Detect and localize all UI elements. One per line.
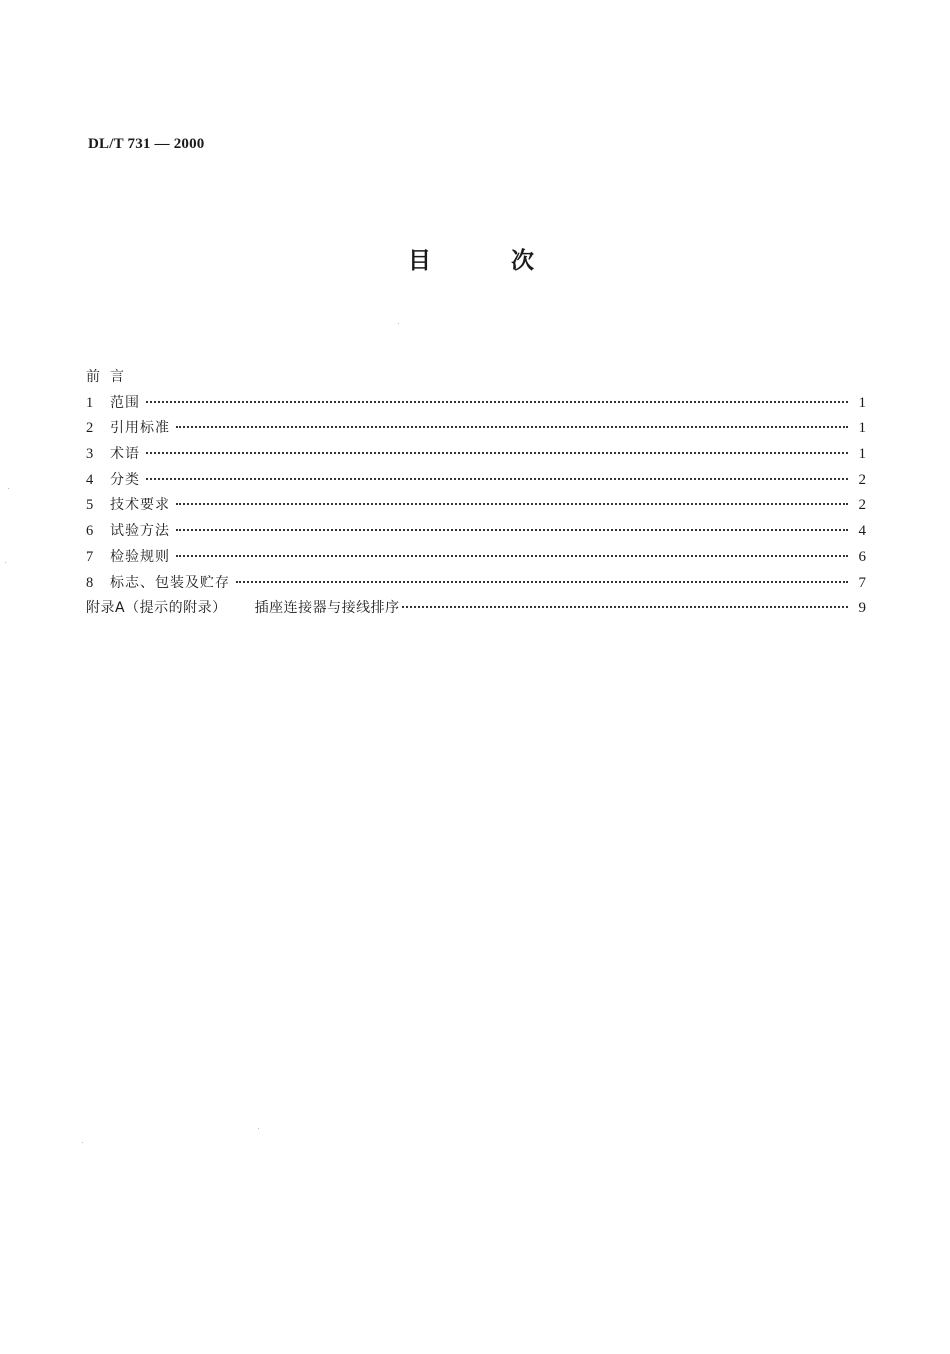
toc-entry-page: 9 <box>858 600 866 617</box>
toc-entry-number: 8 <box>86 574 94 591</box>
scan-speck <box>8 488 9 489</box>
toc-entry-page: 4 <box>858 523 866 540</box>
toc-entry-label: 标志、包装及贮存 <box>110 574 230 591</box>
table-of-contents <box>86 366 866 623</box>
toc-entry-number: 5 <box>86 497 94 514</box>
toc-entry[interactable] <box>86 572 866 598</box>
appendix-label: 附录A（提示的附录） <box>86 600 227 617</box>
toc-entry-number: 1 <box>86 394 94 411</box>
toc-entry-page: 2 <box>858 497 866 514</box>
toc-entry-label: 试验方法 <box>110 523 170 540</box>
toc-entry[interactable] <box>86 494 866 520</box>
toc-entry-label: 技术要求 <box>110 497 170 514</box>
toc-entry-number: 2 <box>86 420 94 437</box>
dot-leader <box>236 581 848 583</box>
toc-entry-label: 前言 <box>86 369 134 385</box>
toc-entry-label: 引用标准 <box>110 420 170 437</box>
toc-entry-number: 6 <box>86 523 94 540</box>
dot-leader <box>402 606 848 608</box>
appendix-title: 插座连接器与接线排序 <box>254 600 400 617</box>
toc-entry-page: 2 <box>858 471 866 488</box>
toc-entry-label: 术语 <box>110 446 140 463</box>
toc-entry[interactable] <box>86 520 866 546</box>
toc-title-char-2: 次 <box>511 248 534 274</box>
dot-leader <box>176 555 848 557</box>
toc-entry-number: 7 <box>86 548 94 565</box>
scan-speck <box>5 562 6 563</box>
toc-entry-number: 3 <box>86 446 94 463</box>
dot-leader <box>146 401 848 403</box>
dot-leader <box>146 478 848 480</box>
toc-entry-label: 分类 <box>110 471 140 488</box>
dot-leader <box>176 426 848 428</box>
toc-entry-page: 7 <box>858 574 866 591</box>
dot-leader <box>176 529 848 531</box>
toc-entry-label: 范围 <box>110 394 140 411</box>
toc-entry-page: 1 <box>858 394 866 411</box>
scan-speck <box>258 1128 259 1129</box>
toc-entry[interactable] <box>86 443 866 469</box>
toc-entry[interactable] <box>86 392 866 418</box>
toc-entry[interactable] <box>86 469 866 495</box>
toc-entry-page: 6 <box>858 548 866 565</box>
document-code: DL/T 731 — 2000 <box>88 136 205 152</box>
scan-speck <box>398 323 399 324</box>
toc-title-char-1: 目 <box>408 248 431 274</box>
toc-entry[interactable] <box>86 417 866 443</box>
toc-entry-number: 4 <box>86 471 94 488</box>
scan-speck <box>82 1142 83 1143</box>
dot-leader <box>146 452 848 454</box>
toc-entry-appendix-a[interactable] <box>86 597 866 623</box>
toc-entry[interactable] <box>86 546 866 572</box>
toc-entry-label: 检验规则 <box>110 548 170 565</box>
toc-entry-page: 1 <box>858 446 866 463</box>
dot-leader <box>176 503 848 505</box>
toc-entry-page: 1 <box>858 420 866 437</box>
toc-entry-foreword[interactable] <box>86 366 866 392</box>
